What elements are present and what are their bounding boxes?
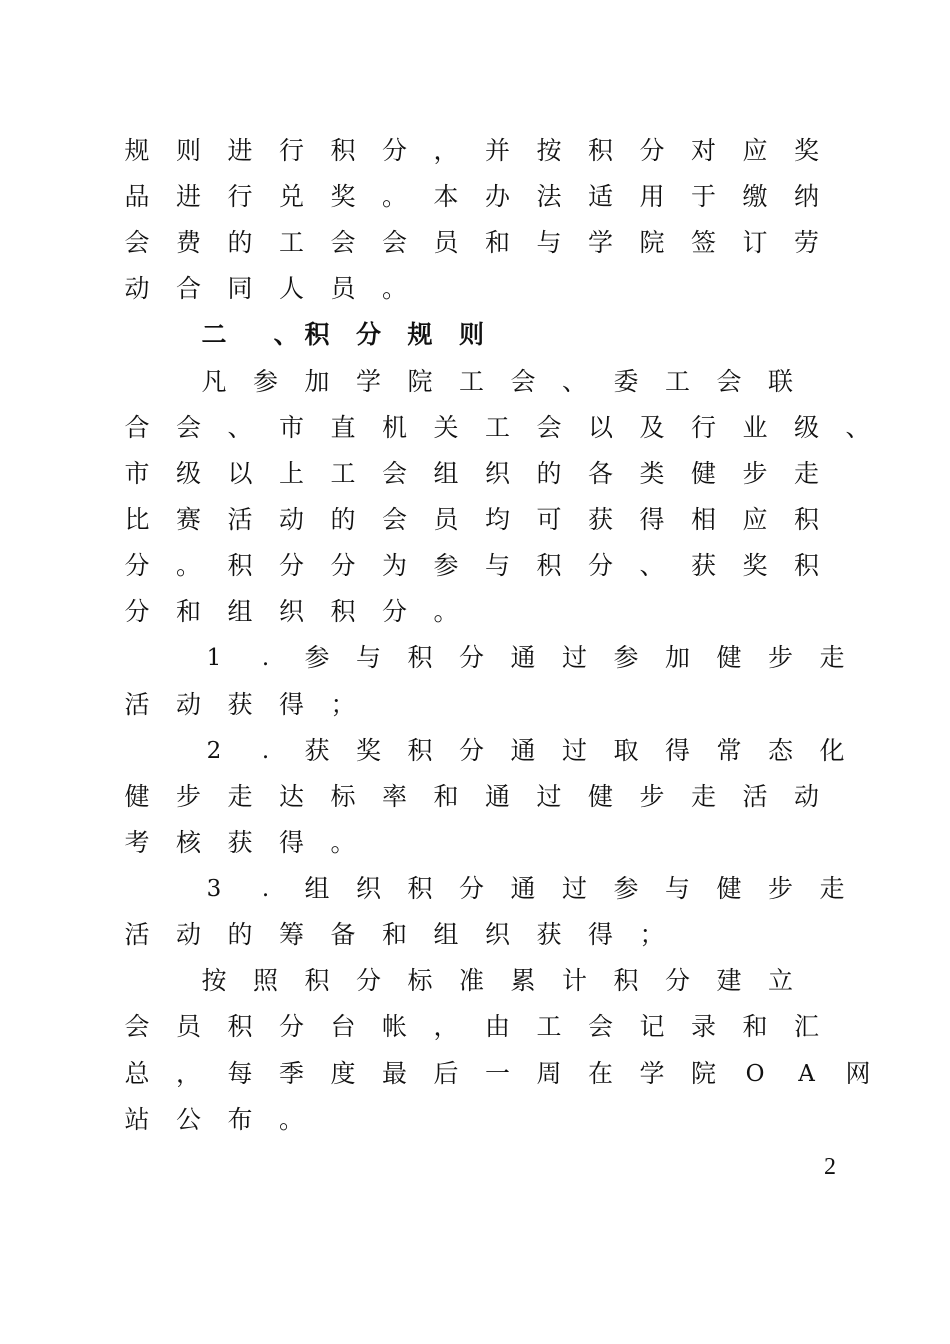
glyph: 公 <box>175 1105 201 1134</box>
glyph: 按 <box>536 136 562 165</box>
glyph: 则 <box>458 320 484 349</box>
glyph: 费 <box>175 228 201 257</box>
glyph: ， <box>433 1012 459 1041</box>
glyph: 走 <box>819 874 845 903</box>
glyph: 获 <box>690 551 716 580</box>
glyph: 市 <box>124 459 150 488</box>
glyph: 积 <box>407 736 433 765</box>
glyph: 奖 <box>355 736 381 765</box>
glyph: 。 <box>381 274 407 303</box>
glyph: 活 <box>742 782 768 811</box>
glyph: A <box>798 1061 815 1087</box>
text-line <box>0 1058 950 1102</box>
glyph: 工 <box>664 367 690 396</box>
glyph: 学 <box>639 1059 665 1088</box>
glyph: 品 <box>124 182 150 211</box>
glyph: 和 <box>484 228 510 257</box>
glyph: 工 <box>536 1012 562 1041</box>
glyph: 走 <box>227 782 253 811</box>
text-line <box>0 1011 950 1055</box>
glyph: 积 <box>793 505 819 534</box>
glyph: 进 <box>175 182 201 211</box>
glyph: 取 <box>613 736 639 765</box>
glyph: 纳 <box>793 182 819 211</box>
glyph: 员 <box>433 228 459 257</box>
glyph: 步 <box>767 874 793 903</box>
glyph: 通 <box>510 874 536 903</box>
glyph: 积 <box>330 136 356 165</box>
glyph: 得 <box>278 828 304 857</box>
glyph: 过 <box>561 874 587 903</box>
glyph: 站 <box>124 1105 150 1134</box>
glyph: 组 <box>433 920 459 949</box>
glyph: 积 <box>407 874 433 903</box>
glyph: 。 <box>381 182 407 211</box>
glyph: 活 <box>227 505 253 534</box>
glyph: 、 <box>273 320 299 349</box>
glyph: 和 <box>175 597 201 626</box>
glyph: 。 <box>278 1105 304 1134</box>
glyph: ， <box>175 1059 201 1088</box>
glyph: 。 <box>175 551 201 580</box>
glyph: 的 <box>330 505 356 534</box>
glyph: 每 <box>227 1059 253 1088</box>
glyph: 会 <box>381 228 407 257</box>
glyph: 获 <box>227 690 253 719</box>
glyph: 工 <box>330 459 356 488</box>
glyph: 上 <box>278 459 304 488</box>
glyph: 走 <box>793 459 819 488</box>
glyph: 工 <box>458 367 484 396</box>
glyph: 为 <box>381 551 407 580</box>
glyph: 积 <box>793 551 819 580</box>
glyph: 及 <box>639 413 665 442</box>
glyph: 级 <box>793 413 819 442</box>
glyph: 委 <box>613 367 639 396</box>
glyph: 积 <box>613 966 639 995</box>
glyph: 分 <box>458 643 484 672</box>
glyph: 同 <box>227 274 253 303</box>
glyph: 组 <box>433 459 459 488</box>
glyph: 二 <box>201 320 227 349</box>
glyph: 会 <box>510 367 536 396</box>
glyph: 标 <box>330 782 356 811</box>
glyph: 参 <box>433 551 459 580</box>
glyph: 累 <box>510 966 536 995</box>
glyph: 动 <box>124 274 150 303</box>
glyph: 学 <box>587 228 613 257</box>
glyph: 通 <box>484 782 510 811</box>
glyph: 后 <box>433 1059 459 1088</box>
glyph: 在 <box>587 1059 613 1088</box>
glyph: 动 <box>175 920 201 949</box>
glyph: 季 <box>278 1059 304 1088</box>
glyph: 院 <box>690 1059 716 1088</box>
glyph: 进 <box>227 136 253 165</box>
glyph: 合 <box>124 413 150 442</box>
glyph: 分 <box>639 136 665 165</box>
glyph: 分 <box>355 320 381 349</box>
glyph: 度 <box>330 1059 356 1088</box>
glyph: 工 <box>484 413 510 442</box>
glyph: 动 <box>175 690 201 719</box>
glyph: 参 <box>304 643 330 672</box>
glyph: 规 <box>124 136 150 165</box>
glyph: 以 <box>227 459 253 488</box>
glyph: 得 <box>278 690 304 719</box>
glyph: 应 <box>742 505 768 534</box>
glyph: 记 <box>639 1012 665 1041</box>
glyph: 会 <box>381 459 407 488</box>
glyph: 赛 <box>175 505 201 534</box>
glyph: 和 <box>381 920 407 949</box>
glyph: 加 <box>664 643 690 672</box>
glyph: 的 <box>536 459 562 488</box>
glyph: 分 <box>458 874 484 903</box>
glyph: 。 <box>433 597 459 626</box>
glyph: . <box>261 645 270 671</box>
glyph: 织 <box>355 874 381 903</box>
glyph: 立 <box>767 966 793 995</box>
glyph: 分 <box>664 966 690 995</box>
glyph: 的 <box>227 228 253 257</box>
glyph: 获 <box>227 828 253 857</box>
glyph: 筹 <box>278 920 304 949</box>
glyph: 汇 <box>793 1012 819 1041</box>
glyph: 兑 <box>278 182 304 211</box>
glyph: 组 <box>304 874 330 903</box>
glyph: 人 <box>278 274 304 303</box>
glyph: 相 <box>690 505 716 534</box>
glyph: 签 <box>690 228 716 257</box>
glyph: 会 <box>330 228 356 257</box>
glyph: 走 <box>690 782 716 811</box>
glyph: 步 <box>175 782 201 811</box>
glyph: 分 <box>381 136 407 165</box>
glyph: 员 <box>175 1012 201 1041</box>
glyph: 积 <box>304 320 330 349</box>
glyph: 核 <box>175 828 201 857</box>
glyph: 率 <box>381 782 407 811</box>
glyph: . <box>261 876 270 902</box>
glyph: 级 <box>175 459 201 488</box>
glyph: 布 <box>227 1105 253 1134</box>
glyph: 参 <box>252 367 278 396</box>
glyph: 行 <box>278 136 304 165</box>
text-line <box>0 458 950 502</box>
text-line <box>0 689 950 733</box>
glyph: 总 <box>124 1059 150 1088</box>
glyph: 积 <box>304 966 330 995</box>
glyph: 走 <box>819 643 845 672</box>
glyph: 台 <box>330 1012 356 1041</box>
glyph: 会 <box>587 1012 613 1041</box>
text-line <box>0 873 950 917</box>
glyph: 分 <box>355 966 381 995</box>
glyph: 关 <box>433 413 459 442</box>
glyph: 通 <box>510 736 536 765</box>
glyph: 获 <box>304 736 330 765</box>
glyph: 过 <box>561 736 587 765</box>
glyph: 会 <box>124 228 150 257</box>
glyph: 按 <box>201 966 227 995</box>
glyph: 与 <box>355 643 381 672</box>
glyph: 积 <box>536 551 562 580</box>
text-line <box>0 273 950 317</box>
glyph: 、 <box>561 367 587 396</box>
glyph: 动 <box>278 505 304 534</box>
glyph: 院 <box>407 367 433 396</box>
glyph: 应 <box>742 136 768 165</box>
glyph: 参 <box>613 643 639 672</box>
text-line <box>0 504 950 548</box>
glyph: 织 <box>484 459 510 488</box>
text-line <box>0 642 950 686</box>
glyph: ； <box>639 920 665 949</box>
section-heading <box>0 319 950 363</box>
glyph: 劳 <box>793 228 819 257</box>
glyph: 通 <box>510 643 536 672</box>
glyph: 均 <box>484 505 510 534</box>
glyph: 用 <box>639 182 665 211</box>
glyph: 织 <box>484 920 510 949</box>
glyph: 由 <box>484 1012 510 1041</box>
text-line <box>0 827 950 871</box>
glyph: 分 <box>330 551 356 580</box>
text-line <box>0 135 950 179</box>
glyph: 标 <box>407 966 433 995</box>
glyph: 达 <box>278 782 304 811</box>
glyph: 、 <box>227 413 253 442</box>
glyph: 合 <box>175 274 201 303</box>
glyph: 步 <box>767 643 793 672</box>
glyph: 常 <box>716 736 742 765</box>
glyph: 学 <box>355 367 381 396</box>
glyph: 工 <box>278 228 304 257</box>
glyph: 过 <box>561 643 587 672</box>
text-line <box>0 412 950 456</box>
text-line <box>0 781 950 825</box>
glyph: 会 <box>536 413 562 442</box>
glyph: 照 <box>252 966 278 995</box>
glyph: 奖 <box>742 551 768 580</box>
glyph: 化 <box>819 736 845 765</box>
glyph: O <box>745 1061 765 1087</box>
glyph: 会 <box>381 505 407 534</box>
glyph: 健 <box>587 782 613 811</box>
glyph: 订 <box>742 228 768 257</box>
glyph: 备 <box>330 920 356 949</box>
glyph: 组 <box>227 597 253 626</box>
glyph: 市 <box>278 413 304 442</box>
text-line <box>0 919 950 963</box>
glyph: 会 <box>716 367 742 396</box>
glyph: 和 <box>433 782 459 811</box>
glyph: 过 <box>536 782 562 811</box>
glyph: 分 <box>278 1012 304 1041</box>
glyph: 最 <box>381 1059 407 1088</box>
glyph: 获 <box>536 920 562 949</box>
glyph: 考 <box>124 828 150 857</box>
glyph: 3 <box>206 876 222 902</box>
glyph: 并 <box>484 136 510 165</box>
glyph: 步 <box>639 782 665 811</box>
glyph: 联 <box>767 367 793 396</box>
glyph: 动 <box>793 782 819 811</box>
glyph: 对 <box>690 136 716 165</box>
glyph: 得 <box>587 920 613 949</box>
glyph: 规 <box>407 320 433 349</box>
glyph: 分 <box>587 551 613 580</box>
glyph: 各 <box>587 459 613 488</box>
glyph: 行 <box>227 182 253 211</box>
glyph: 于 <box>690 182 716 211</box>
glyph: 员 <box>330 274 356 303</box>
glyph: 奖 <box>793 136 819 165</box>
glyph: 业 <box>742 413 768 442</box>
glyph: 得 <box>664 736 690 765</box>
glyph: 1 <box>206 645 222 671</box>
text-line <box>0 366 950 410</box>
glyph: 奖 <box>330 182 356 211</box>
glyph: . <box>261 738 270 764</box>
glyph: 、 <box>845 413 871 442</box>
glyph: 与 <box>536 228 562 257</box>
glyph: 可 <box>536 505 562 534</box>
text-line <box>0 596 950 640</box>
glyph: 与 <box>664 874 690 903</box>
glyph: 比 <box>124 505 150 534</box>
glyph: 活 <box>124 920 150 949</box>
glyph: 院 <box>639 228 665 257</box>
text-line <box>0 965 950 1009</box>
glyph: 积 <box>227 551 253 580</box>
glyph: 办 <box>484 182 510 211</box>
glyph: 积 <box>227 1012 253 1041</box>
glyph: 健 <box>124 782 150 811</box>
glyph: 行 <box>690 413 716 442</box>
glyph: 分 <box>278 551 304 580</box>
glyph: 法 <box>536 182 562 211</box>
glyph: 类 <box>639 459 665 488</box>
glyph: 网 <box>845 1059 871 1088</box>
glyph: 健 <box>690 459 716 488</box>
glyph: ； <box>330 690 356 719</box>
text-line <box>0 735 950 779</box>
glyph: 与 <box>484 551 510 580</box>
glyph: 、 <box>639 551 665 580</box>
glyph: 凡 <box>201 367 227 396</box>
glyph: 准 <box>458 966 484 995</box>
glyph: 建 <box>716 966 742 995</box>
glyph: 会 <box>175 413 201 442</box>
glyph: 织 <box>278 597 304 626</box>
text-line <box>0 550 950 594</box>
glyph: 活 <box>124 690 150 719</box>
glyph: 计 <box>561 966 587 995</box>
glyph: 积 <box>407 643 433 672</box>
glyph: 周 <box>536 1059 562 1088</box>
glyph: 健 <box>716 643 742 672</box>
glyph: 加 <box>304 367 330 396</box>
glyph: 直 <box>330 413 356 442</box>
page-number: 2 <box>824 1154 836 1180</box>
text-line <box>0 181 950 225</box>
glyph: 2 <box>206 738 222 764</box>
glyph: 则 <box>175 136 201 165</box>
glyph: 分 <box>124 597 150 626</box>
glyph: 的 <box>227 920 253 949</box>
glyph: 。 <box>330 828 356 857</box>
glyph: 会 <box>124 1012 150 1041</box>
glyph: 本 <box>433 182 459 211</box>
glyph: 得 <box>639 505 665 534</box>
glyph: ， <box>433 136 459 165</box>
glyph: 录 <box>690 1012 716 1041</box>
glyph: 帐 <box>381 1012 407 1041</box>
glyph: 获 <box>587 505 613 534</box>
glyph: 态 <box>767 736 793 765</box>
glyph: 缴 <box>742 182 768 211</box>
glyph: 一 <box>484 1059 510 1088</box>
glyph: 员 <box>433 505 459 534</box>
glyph: 步 <box>742 459 768 488</box>
glyph: 健 <box>716 874 742 903</box>
glyph: 和 <box>742 1012 768 1041</box>
glyph: 机 <box>381 413 407 442</box>
glyph: 分 <box>124 551 150 580</box>
glyph: 参 <box>613 874 639 903</box>
glyph: 分 <box>381 597 407 626</box>
text-line <box>0 227 950 271</box>
text-line <box>0 1104 950 1148</box>
glyph: 以 <box>587 413 613 442</box>
glyph: 积 <box>330 597 356 626</box>
glyph: 积 <box>587 136 613 165</box>
glyph: 分 <box>458 736 484 765</box>
glyph: 适 <box>587 182 613 211</box>
